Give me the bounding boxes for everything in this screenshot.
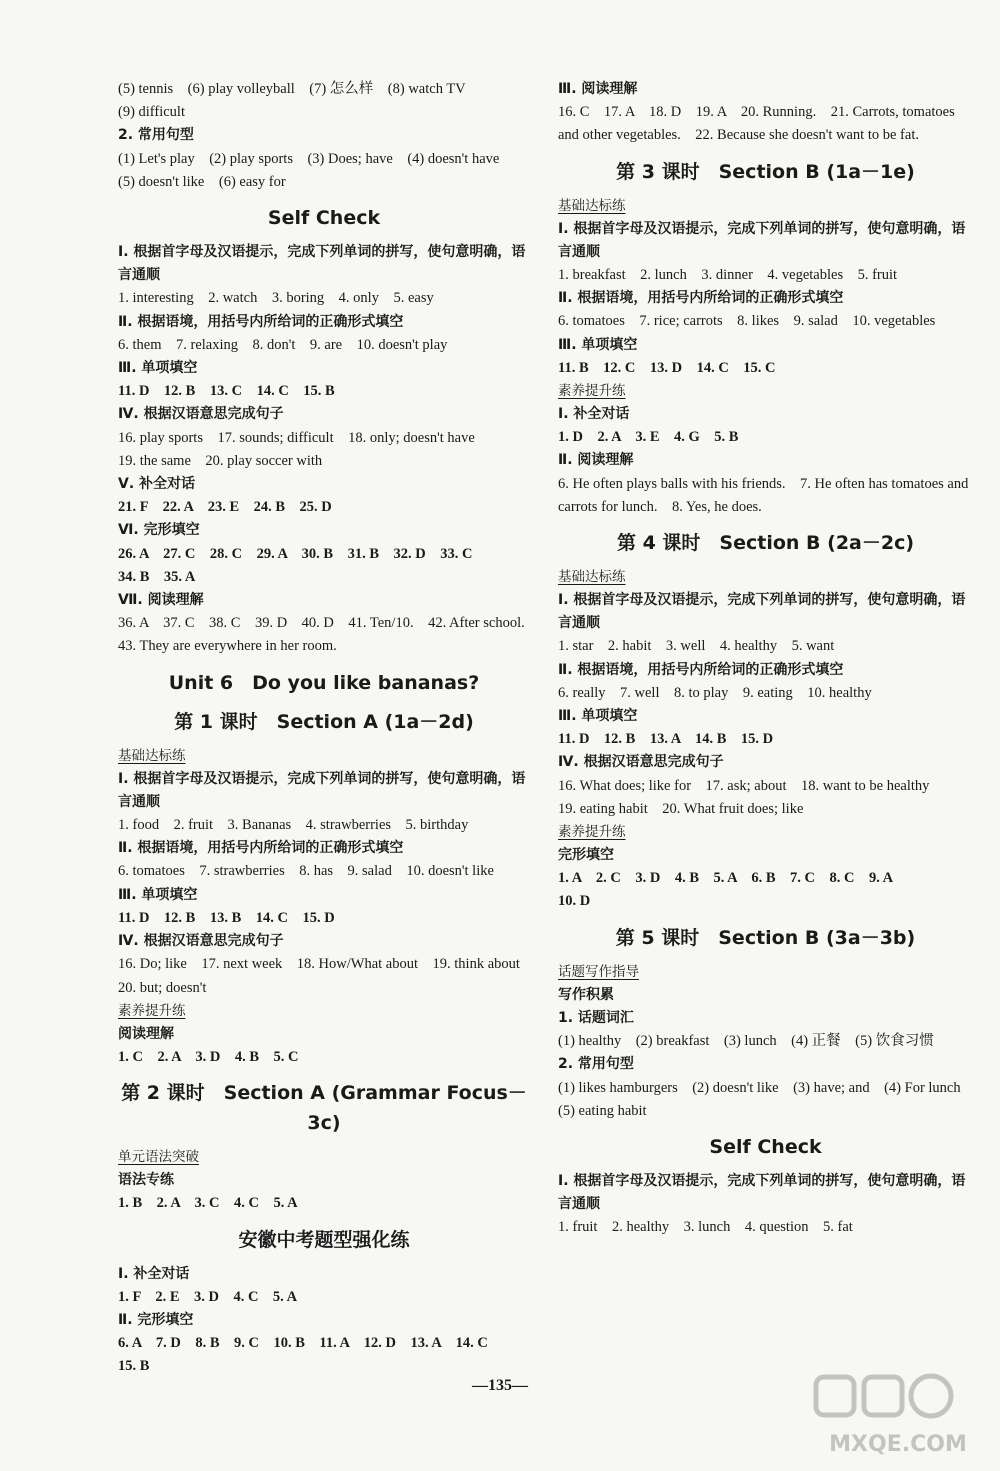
answer-line: 6. tomatoes 7. rice; carrots 8. likes 9. salad 10. vegetables bbox=[558, 313, 936, 330]
section-title: Unit 6 Do you like bananas? bbox=[168, 671, 480, 694]
section-title: 第 3 课时 Section B (1a－1e) bbox=[616, 160, 915, 183]
answer-line: 19. eating habit 20. What fruit does; like bbox=[558, 800, 804, 817]
section-heading: 写作积累 bbox=[558, 986, 614, 1003]
section-heading: Ⅰ. 根据首字母及汉语提示，完成下列单词的拼写，使句意明确，语言通顺 bbox=[118, 244, 526, 284]
section-heading: 1. 话题词汇 bbox=[558, 1009, 634, 1026]
section-heading: Ⅳ. 根据汉语意思完成句子 bbox=[118, 406, 284, 423]
answer-line: 19. the same 20. play soccer with bbox=[118, 452, 323, 469]
section-heading: Ⅰ. 补全对话 bbox=[558, 406, 630, 423]
answer-line: 34. B 35. A bbox=[118, 568, 196, 585]
section-heading: Ⅵ. 完形填空 bbox=[118, 522, 200, 539]
section-title: 第 4 课时 Section B (2a－2c) bbox=[616, 532, 915, 555]
answer-line: 6. tomatoes 7. strawberries 8. has 9. salad 10. doesn't like bbox=[118, 863, 494, 880]
answer-line: 16. play sports 17. sounds; difficult 18. only; doesn't have bbox=[118, 429, 475, 446]
section-heading: Ⅲ. 单项填空 bbox=[558, 708, 638, 725]
section-heading: Ⅱ. 完形填空 bbox=[118, 1311, 194, 1328]
section-heading: Ⅳ. 根据汉语意思完成句子 bbox=[558, 754, 724, 771]
section-title: 第 5 课时 Section B (3a－3b) bbox=[615, 926, 916, 949]
section-heading: Ⅳ. 根据汉语意思完成句子 bbox=[118, 933, 284, 950]
right-column bbox=[558, 78, 976, 1240]
practice-label: 话题写作指导 bbox=[558, 963, 639, 980]
section-heading: Ⅱ. 根据语境，用括号内所给词的正确形式填空 bbox=[118, 840, 404, 857]
section-heading: 阅读理解 bbox=[118, 1025, 174, 1042]
watermark-logo bbox=[808, 1371, 988, 1461]
section-heading: Ⅶ. 阅读理解 bbox=[118, 592, 204, 609]
section-heading: Ⅲ. 单项填空 bbox=[558, 336, 638, 353]
practice-label: 基础达标练 bbox=[118, 747, 186, 764]
answer-line: 1. fruit 2. healthy 3. lunch 4. question 5. fat bbox=[558, 1219, 853, 1236]
answer-line: 1. D 2. A 3. E 4. G 5. B bbox=[558, 429, 739, 446]
section-heading: Ⅲ. 阅读理解 bbox=[558, 81, 638, 97]
page-number: —135— bbox=[472, 1377, 528, 1394]
section-heading: Ⅲ. 单项填空 bbox=[118, 360, 198, 377]
answer-line: 16. What does; like for 17. ask; about 18. want to be healthy bbox=[558, 777, 930, 794]
section-heading: Ⅲ. 单项填空 bbox=[118, 886, 198, 903]
practice-label: 基础达标练 bbox=[558, 569, 626, 586]
answer-line: 21. F 22. A 23. E 24. B 25. D bbox=[118, 499, 332, 516]
answer-line: 11. D 12. B 13. A 14. B 15. D bbox=[558, 731, 774, 748]
answer-line: (1) likes hamburgers (2) doesn't like (3) have; and (4) For lunch (5) eating habit bbox=[558, 1079, 976, 1119]
answer-line: 6. them 7. relaxing 8. don't 9. are 10. doesn't play bbox=[118, 336, 448, 353]
section-heading: Ⅱ. 阅读理解 bbox=[558, 452, 634, 469]
answer-line: 26. A 27. C 28. C 29. A 30. B 31. B 32. D 33. C bbox=[118, 545, 473, 562]
answer-line: (1) healthy (2) breakfast (3) lunch (4) 正餐 (5) 饮食习惯 bbox=[558, 1033, 934, 1050]
section-heading: 完形填空 bbox=[558, 847, 614, 864]
answer-line: 1. A 2. C 3. D 4. B 5. A 6. B 7. C 8. C 9. A bbox=[558, 870, 894, 887]
answer-line: 11. D 12. B 13. B 14. C 15. D bbox=[118, 909, 335, 926]
section-heading: 2. 常用句型 bbox=[118, 127, 194, 144]
answer-line: 15. B bbox=[118, 1358, 150, 1375]
answer-line: (1) Let's play (2) play sports (3) Does; have (4) doesn't have (5) doesn't like (6) easy for bbox=[118, 150, 514, 190]
answer-line: 1. breakfast 2. lunch 3. dinner 4. vegetables 5. fruit bbox=[558, 267, 898, 284]
practice-label: 素养提升练 bbox=[558, 383, 626, 400]
practice-label: 单元语法突破 bbox=[118, 1149, 199, 1166]
answer-line: 11. B 12. C 13. D 14. C 15. C bbox=[558, 359, 776, 376]
answer-line: (9) difficult bbox=[118, 104, 185, 121]
answer-line: 1. B 2. A 3. C 4. C 5. A bbox=[118, 1195, 298, 1212]
section-heading: Ⅱ. 根据语境，用括号内所给词的正确形式填空 bbox=[118, 313, 404, 330]
section-heading: Ⅱ. 根据语境，用括号内所给词的正确形式填空 bbox=[558, 290, 844, 307]
section-heading: Ⅰ. 根据首字母及汉语提示，完成下列单词的拼写，使句意明确，语言通顺 bbox=[118, 770, 526, 810]
section-title: Self Check bbox=[267, 207, 381, 230]
section-heading: 2. 常用句型 bbox=[558, 1056, 634, 1073]
answer-line: 1. C 2. A 3. D 4. B 5. C bbox=[118, 1048, 299, 1065]
section-title: 第 1 课时 Section A (1a－2d) bbox=[174, 710, 474, 733]
answer-line: 10. D bbox=[558, 893, 591, 910]
section-heading: Ⅰ. 根据首字母及汉语提示，完成下列单词的拼写，使句意明确，语言通顺 bbox=[558, 220, 966, 260]
section-heading: Ⅱ. 根据语境，用括号内所给词的正确形式填空 bbox=[558, 661, 844, 678]
section-heading: Ⅰ. 补全对话 bbox=[118, 1265, 190, 1282]
practice-label: 基础达标练 bbox=[558, 197, 626, 214]
section-heading: 语法专练 bbox=[118, 1172, 174, 1189]
svg-text:MXQE.COM: MXQE.COM bbox=[829, 1432, 967, 1457]
practice-label: 素养提升练 bbox=[558, 824, 626, 841]
answer-line: 36. A 37. C 38. C 39. D 40. D 41. Ten/10. 42. After school. 43. They are everywhere in her room. bbox=[118, 615, 540, 655]
answer-line: 16. C 17. A 18. D 19. A 20. Running. 21. Carrots, tomatoes and other vegetables. 22. Because she doesn't want to be fat. bbox=[558, 104, 955, 144]
answer-line: 1. star 2. habit 3. well 4. healthy 5. want bbox=[558, 638, 835, 655]
section-title: Self Check bbox=[709, 1135, 822, 1158]
answer-line: 6. A 7. D 8. B 9. C 10. B 11. A 12. D 13. A 14. C bbox=[118, 1335, 488, 1352]
left-column bbox=[118, 78, 540, 1379]
answer-line: 6. He often plays balls with his friends. 7. He often has tomatoes and carrots for lunch. 8. Yes, he does. bbox=[558, 475, 969, 515]
answer-line: 11. D 12. B 13. C 14. C 15. B bbox=[118, 383, 335, 400]
practice-label: 素养提升练 bbox=[118, 1002, 186, 1019]
answer-line: 1. F 2. E 3. D 4. C 5. A bbox=[118, 1288, 298, 1305]
section-heading: Ⅴ. 补全对话 bbox=[118, 476, 196, 493]
answer-line: 1. food 2. fruit 3. Bananas 4. strawberries 5. birthday bbox=[118, 817, 469, 834]
answer-line: 6. really 7. well 8. to play 9. eating 10. healthy bbox=[558, 684, 872, 701]
answer-line: (5) tennis (6) play volleyball (7) 怎么样 (8) watch TV bbox=[118, 81, 466, 97]
section-heading: Ⅰ. 根据首字母及汉语提示，完成下列单词的拼写，使句意明确，语言通顺 bbox=[558, 592, 966, 632]
section-title: 安徽中考题型强化练 bbox=[238, 1228, 410, 1251]
answer-line: 16. Do; like 17. next week 18. How/What about 19. think about 20. but; doesn't bbox=[118, 956, 535, 996]
section-heading: Ⅰ. 根据首字母及汉语提示，完成下列单词的拼写，使句意明确，语言通顺 bbox=[558, 1172, 966, 1213]
answer-line: 1. interesting 2. watch 3. boring 4. only 5. easy bbox=[118, 290, 434, 307]
section-title: 第 2 课时 Section A (Grammar Focus－3c) bbox=[121, 1082, 527, 1135]
